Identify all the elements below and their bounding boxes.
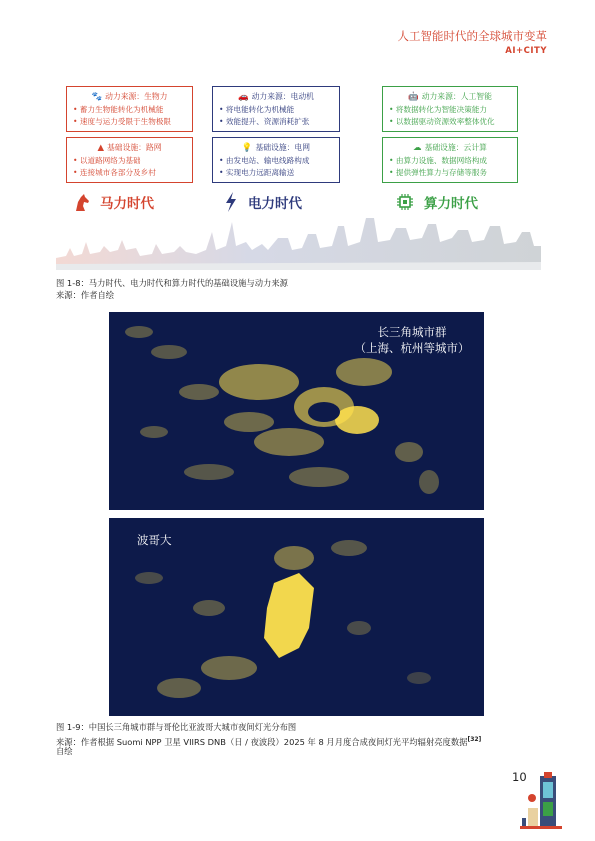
list-item: • 实现电力远距离输送 <box>219 167 333 179</box>
elec-power-box <box>212 86 340 132</box>
car-icon: 🚗 <box>238 92 249 102</box>
horse-infra-title: 基础设施：路网 <box>106 143 162 152</box>
ai-infra-box <box>382 137 518 183</box>
yangtze-delta-label-line1: 长三角城市群 <box>377 325 447 339</box>
figure-1-9-source <box>56 734 526 748</box>
list-item: • 由发电站、输电线路构成 <box>219 155 333 167</box>
horse-infra-box <box>66 137 193 183</box>
list-item: • 蓄力生物能转化为机械能 <box>73 104 186 116</box>
header-title: 人工智能时代的全球城市变革 <box>397 29 547 43</box>
figure-1-9-source-end: 自绘 <box>56 746 73 756</box>
figure-1-9-ref[interactable]: [32] <box>467 736 482 743</box>
era-horse <box>72 192 154 212</box>
figure-1-8-caption: 图 1-8：马力时代、电力时代和算力时代的基础设施与动力来源 <box>56 278 288 288</box>
era-compute <box>396 192 478 212</box>
bogota-label: 波哥大 <box>137 533 172 547</box>
paw-icon: 🐾 <box>91 92 103 102</box>
elec-infra-title: 基础设施：电网 <box>255 143 311 152</box>
yangtze-delta-label-line2: （上海、杭州等城市） <box>354 341 470 355</box>
tower-illustration <box>520 768 562 832</box>
cloud-icon: ☁ <box>413 143 422 153</box>
figure-1-9-source-text: 来源：作者根据 Suomi NPP 卫星 VIIRS DNB（日 / 夜波段）2025 年 8 月月度合成夜间灯光平均辐射亮度数据 <box>56 736 468 747</box>
list-item: • 以数据驱动资源效率整体优化 <box>389 116 511 128</box>
list-item: • 效能提升、资源消耗扩张 <box>219 116 333 128</box>
lightning-icon <box>224 192 238 212</box>
era-electric-label: 电力时代 <box>248 196 302 212</box>
elec-power-title: 动力来源：电动机 <box>251 92 314 101</box>
list-item: • 速度与运力受限于生物极限 <box>73 116 186 128</box>
page-number: 10 <box>512 770 527 784</box>
list-item: • 将电能转化为机械能 <box>219 104 333 116</box>
list-item: • 提供弹性算力与存储等服务 <box>389 167 511 179</box>
bulb-icon: 💡 <box>241 143 253 153</box>
era-electric <box>224 192 302 212</box>
list-item: • 将数据转化为智能决策能力 <box>389 104 511 116</box>
robot-icon: 🤖 <box>408 92 419 102</box>
chip-icon <box>396 193 414 211</box>
horse-power-title: 动力来源：生物力 <box>105 92 168 101</box>
yangtze-delta-night-lights-map <box>109 312 484 510</box>
horse-power-box <box>66 86 193 132</box>
list-item: • 由算力设施、数据网络构成 <box>389 155 511 167</box>
yangtze-delta-label <box>347 324 477 356</box>
ai-power-title: 动力来源：人工智能 <box>421 92 492 101</box>
era-compute-label: 算力时代 <box>424 196 478 212</box>
road-icon: ▲ <box>97 143 104 153</box>
ai-power-box <box>382 86 518 132</box>
header-subtitle: AI+CITY <box>505 46 547 56</box>
ai-infra-title: 基础设施：云计算 <box>424 143 487 152</box>
figure-1-9-caption: 图 1-9：中国长三角城市群与哥伦比亚波哥大城市夜间灯光分布图 <box>56 722 297 732</box>
horse-head-icon <box>72 192 92 212</box>
elec-infra-box <box>212 137 340 183</box>
city-skyline-illustration <box>56 212 541 270</box>
era-horse-label: 马力时代 <box>100 196 154 212</box>
figure-1-8-source: 来源：作者自绘 <box>56 290 115 300</box>
list-item: • 以道路网络为基础 <box>73 155 186 167</box>
list-item: • 连接城市各部分及乡村 <box>73 167 186 179</box>
bogota-night-lights-map <box>109 518 484 716</box>
